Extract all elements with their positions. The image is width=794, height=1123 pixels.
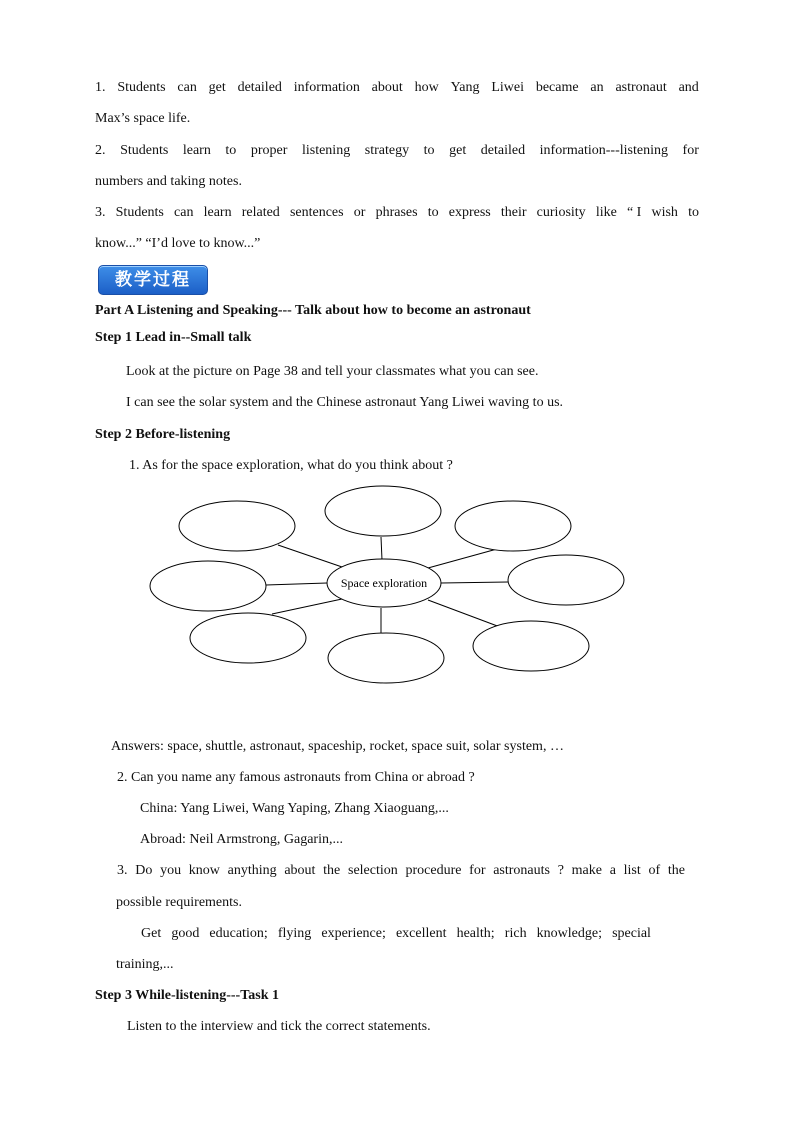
word: Students [115,205,164,220]
word: 3. [117,863,128,878]
word: wish [651,205,678,220]
word: like [595,205,617,220]
step-2-question-1: 1. As for the space exploration, what do you think about ? [129,458,453,473]
word: phrases [375,205,418,220]
connector-line [428,549,497,568]
word: Do [135,863,153,878]
word: information [293,80,360,95]
abroad-astronauts: Abroad: Neil Armstrong, Gagarin,... [140,832,343,847]
word: about [371,80,403,95]
word: health; [456,926,495,941]
word: how [414,80,439,95]
word: for [469,863,486,878]
connector-line [278,545,345,568]
word: selection [348,863,398,878]
mindmap-center-label: Space exploration [340,576,428,590]
step-2-question-2: 2. Can you name any famous astronauts from China or abroad ? [117,770,475,785]
china-astronauts: China: Yang Liwei, Wang Yaping, Zhang Xiaoguang,... [140,801,449,816]
objective-1-line-2: Max’s space life. [95,111,191,126]
word: can [177,80,197,95]
word: “ I [626,205,642,220]
step-1-prompt: Look at the picture on Page 38 and tell your classmates what you can see. [126,364,539,379]
step-3-title: Step 3 While-listening---Task 1 [95,988,279,1003]
word: a [609,863,616,878]
word: learn [203,205,232,220]
blank-bubble [328,633,444,683]
word: of [648,863,661,878]
connector-line [272,599,342,614]
word: proper [250,143,288,158]
word: get [208,80,226,95]
word: learn [182,143,211,158]
word: make [571,863,602,878]
word: about [284,863,316,878]
word: 1. [95,80,106,95]
requirements-line-2: training,... [116,957,174,972]
blank-bubble [190,613,306,663]
word: became [535,80,579,95]
blank-bubble [150,561,266,611]
word: Students [120,143,169,158]
word: sentences [289,205,344,220]
word: special [612,926,651,941]
word: and [678,80,699,95]
word: their [500,205,527,220]
blank-bubble [508,555,624,605]
step-1-answer: I can see the solar system and the Chinese astronaut Yang Liwei waving to us. [126,395,564,410]
word: for [682,143,699,158]
word: excellent [395,926,447,941]
word: can [174,205,194,220]
word: you [160,863,182,878]
word: listening [301,143,351,158]
word: Yang [450,80,480,95]
word: to [688,205,699,220]
blank-bubble [325,486,441,536]
word: 2. [95,143,106,158]
word: or [353,205,366,220]
word: 3. [95,205,106,220]
word: information---listening [539,143,668,158]
connector-line [381,537,382,560]
blank-bubble [455,501,571,551]
word: related [241,205,280,220]
step-2-question-3-line-1 [117,862,685,880]
word: list [623,863,641,878]
word: to [225,143,237,158]
requirements-line-1 [141,925,651,943]
word: detailed [480,143,526,158]
connector-line [266,583,327,585]
word: the [667,863,685,878]
word: express [448,205,491,220]
word: detailed [237,80,282,95]
word: knowledge; [536,926,602,941]
word: Students [117,80,166,95]
word: experience; [321,926,386,941]
word: an [590,80,604,95]
step-2-answers: Answers: space, shuttle, astronaut, spaceship, rocket, space suit, solar system, … [111,739,564,754]
blank-bubble [473,621,589,671]
word: education; [209,926,268,941]
word: Get [141,926,162,941]
step-3-instruction: Listen to the interview and tick the correct statements. [127,1019,431,1034]
word: good [171,926,200,941]
word: strategy [364,143,410,158]
word: get [449,143,467,158]
objective-2-line-2: numbers and taking notes. [95,174,242,189]
word: flying [277,926,312,941]
word: curiosity [536,205,586,220]
step-1-title: Step 1 Lead in--Small talk [95,330,252,345]
word: Liwei [491,80,524,95]
word: astronauts [493,863,550,878]
word: procedure [405,863,462,878]
word: to [427,205,439,220]
objective-3-line-2: know...” “I’d love to know...” [95,236,261,251]
connector-line [441,582,508,583]
part-a-title: Part A Listening and Speaking--- Talk about how to become an astronaut [95,303,531,318]
teaching-process-badge: 教学过程 [98,265,208,295]
connector-line [428,600,500,627]
word: anything [227,863,277,878]
word: rich [504,926,527,941]
word: to [423,143,435,158]
word: ? [557,863,564,878]
step-2-title: Step 2 Before-listening [95,427,231,442]
step-2-question-3-line-2: possible requirements. [116,895,242,910]
word: know [188,863,220,878]
word: the [323,863,341,878]
blank-bubble [179,501,295,551]
word: astronaut [615,80,667,95]
